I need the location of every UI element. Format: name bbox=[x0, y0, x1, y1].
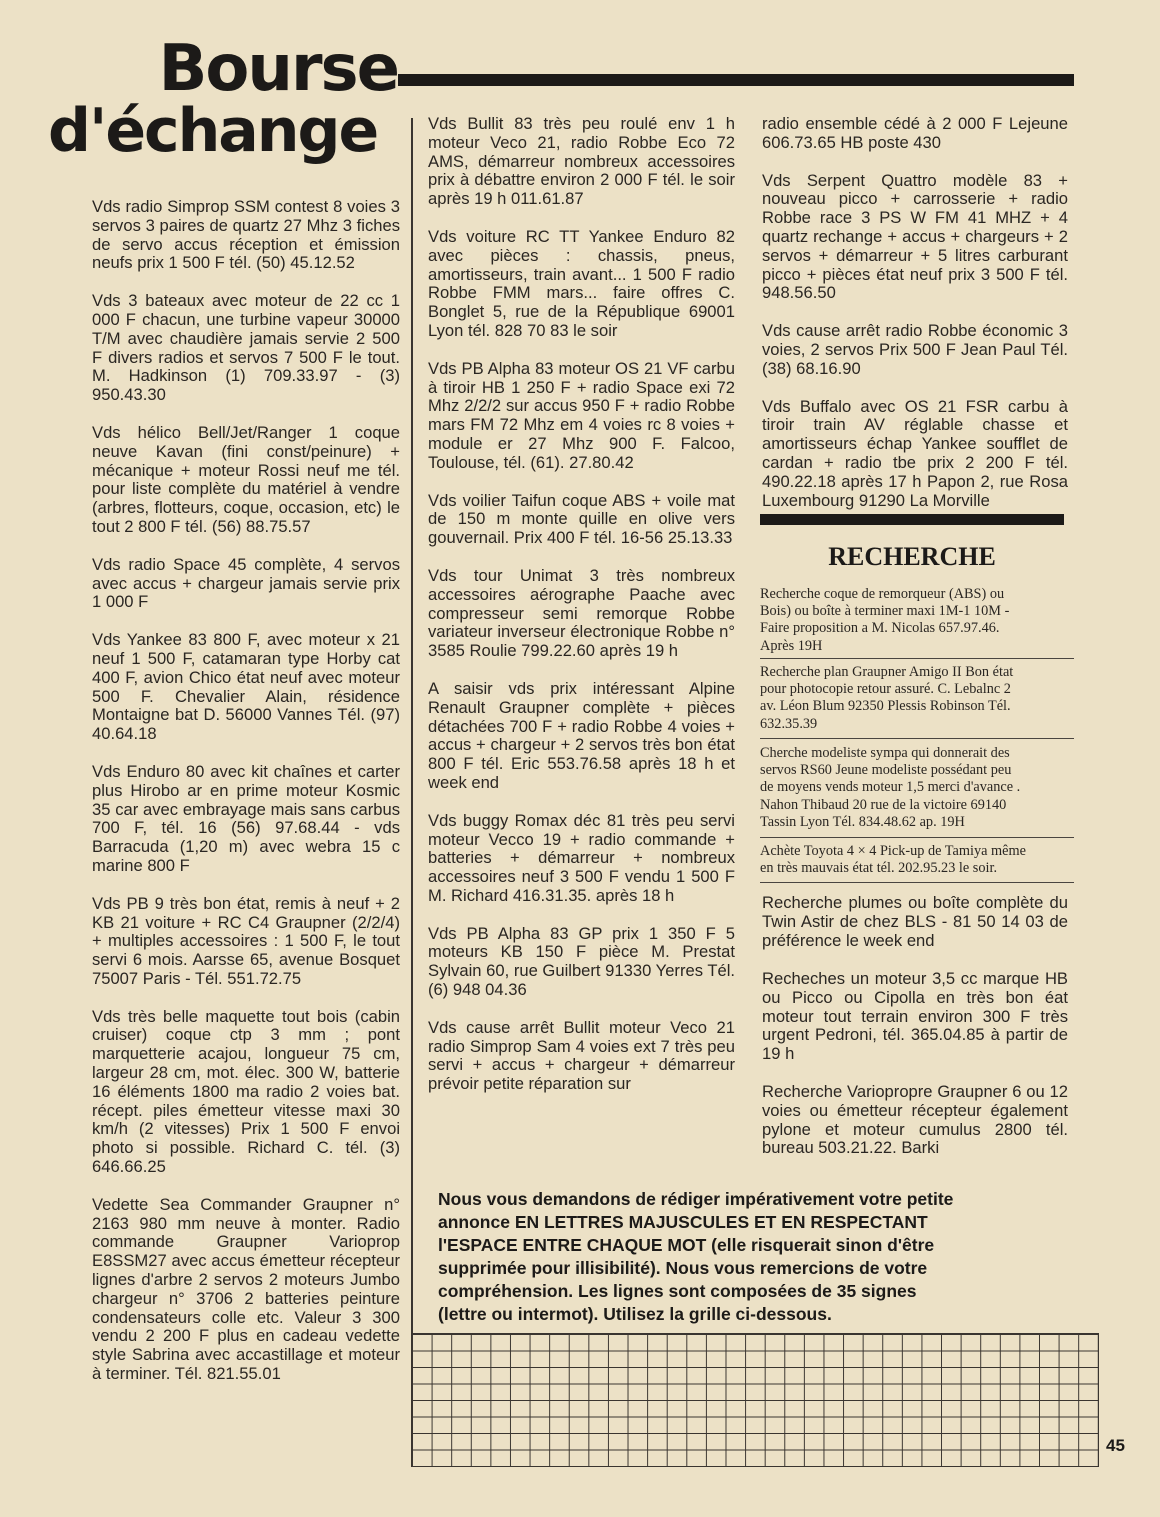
section-bar bbox=[760, 514, 1064, 525]
classified-ad: A saisir vds prix intéressant Alpine Renault Graupner complète + pièces détachées 700 F + radio Robbe 4 voies + accus + chargeur + 2 servos très bon état 800 F tél. Eric 553.76.58 après 18 h et week end bbox=[428, 678, 735, 792]
page-title bbox=[48, 32, 398, 166]
ad-divider bbox=[760, 837, 1074, 838]
ad-divider bbox=[760, 658, 1074, 659]
classified-ad: Vds Enduro 80 avec kit chaînes et carter plus Hirobo ar en prime moteur Kosmic 35 car avec embrayage mais sans carbus 700 F, tél. 16 (56) 97.68.44 - vds Barracuda (1,20 m) avec webra 15 c marine 800 F bbox=[92, 761, 400, 875]
classified-ad: Vds Buffalo avec OS 21 FSR carbu à tiroir train AV réglable chasse et amortisseurs échap Yankee soufflet de cardan + radio tbe prix 2 200 F tél. 490.22.18 après 17 h Papon 2, rue Rosa Luxembourg 91290 La Morville bbox=[762, 396, 1068, 510]
ads-column-3 bbox=[762, 115, 1068, 529]
page-number: 45 bbox=[1106, 1436, 1125, 1455]
classified-ad: Vds buggy Romax déc 81 très peu servi moteur Vecco 19 + radio commande + batteries + démarreur + nombreux accessoires neuf 3 500 F vendu 1 500 F M. Richard 416.31.35. après 18 h bbox=[428, 810, 735, 905]
classified-ad: Vds Serpent Quattro modèle 83 + nouveau picco + carrosserie + radio Robbe race 3 PS W FM 41 MHZ + 4 quartz rechange + accus + chargeurs + 2 servos + démarreur + 5 litres carburant picco + pièces état neuf prix 3 500 F tél. 948.56.50 bbox=[762, 170, 1068, 303]
wanted-ad: Recherche Varioproprе Graupner 6 ou 12 voies ou émetteur récepteur également pylone et moteur cumulus 2800 tél. bureau 503.21.22. Barki bbox=[762, 1082, 1068, 1158]
wanted-ad: Cherche modeliste sympa qui donnerait des servos RS60 Jeune modeliste possédant peu de moyens vends moteur 1,5 merci d'avance . Nahon Thibaud 20 rue de la victoire 69140 Tassin Lyon Tél. 834.48.62 ap. 19H bbox=[760, 745, 1021, 830]
classified-ad: Vds tour Unimat 3 très nombreux accessoires aérographe Paache avec compresseur semi remorque Robbe variateur inverseur électronique Robbe n° 3585 Roulie 799.22.60 après 19 h bbox=[428, 565, 735, 661]
ads-column-2 bbox=[428, 115, 735, 1113]
classified-ad: Vedette Sea Commander Graupner n° 2163 980 mm neuve à monter. Radio commande Graupner Varioprop E8SSM27 avec accus émetteur récepteur lignes d'arbre 2 servos 2 moteurs Jumbo chargeur n° 3706 2 batteries peinture condensateurs colle etc. Valeur 3 300 vendu 2 200 F plus en cadeau vedette style Sabrina avec accastillage et moteur à terminer. Tél. 821.55.01 bbox=[92, 1194, 400, 1384]
wanted-ad: Recherche plan Graupner Amigo II Bon état pour photocopie retour assuré. C. Lebalnc 2 av. Léon Blum 92350 Plessis Robinson Tél. 632.35.39 bbox=[760, 664, 1014, 732]
wanted-ad: Achète Toyota 4 × 4 Pick-up de Tamiya même en très mauvais état tél. 202.95.23 le soir. bbox=[760, 843, 1026, 877]
classified-ad: Vds très belle maquette tout bois (cabin cruiser) coque ctp 3 mm ; pont marquetterie acajou, longueur 75 cm, largeur 28 cm, mot. élec. 300 W, batterie 16 éléments 1800 ma radio 2 voies bat. récept. piles émetteur vitesse maxi 30 km/h (2 vitesses) Prix 1 500 F envoi photo si possible. Richard C. tél. (3) 646.66.25 bbox=[92, 1006, 400, 1177]
column-divider bbox=[411, 118, 413, 1458]
classified-ad: Vds radio Simprop SSM contest 8 voies 3 servos 3 paires de quartz 27 Mhz 3 fiches de servo accus réception et émission neufs prix 1 500 F tél. (50) 45.12.52 bbox=[92, 197, 400, 273]
classified-ad: Vds radio Space 45 complète, 4 servos avec accus + chargeur jamais servie prix 1 000 F bbox=[92, 554, 400, 612]
recherche-heading: RECHERCHE bbox=[828, 542, 996, 571]
wanted-ad: Recherche plumes ou boîte complète du Twin Astir de chez BLS - 81 50 14 03 de préférence le week end bbox=[762, 893, 1068, 950]
classified-ad: Vds PB 9 très bon état, remis à neuf + 2 KB 21 voiture + RC C4 Graupner (2/2/4) + multiples accessoires : 1 500 F, le tout servi 6 mois. Aarsse 65, avenue Bosquet 75007 Paris - Tél. 551.72.75 bbox=[92, 893, 400, 988]
classified-ad: Vds hélico Bell/Jet/Ranger 1 coque neuve Kavan (fini const/peinure) + mécanique + moteur Rossi neuf me tél. pour liste complète du matériel à vendre (arbres, flotteurs, coque, occasion, etc) le tout 2 800 F tél. (56) 88.75.57 bbox=[92, 422, 400, 536]
wanted-ad: Recheches un moteur 3,5 cc marque HB ou Picco ou Cipolla en très bon éat moteur tout terrain environ 300 F très urgent Pedroni, tél. 365.04.85 à partir de 19 h bbox=[762, 969, 1068, 1064]
classified-ad: Vds PB Alpha 83 GP prix 1 350 F 5 moteurs KB 150 F pièce M. Prestat Sylvain 60, rue Guilbert 91330 Yerres Tél. (6) 948 04.36 bbox=[428, 923, 735, 1000]
classified-ad: Vds voiture RC TT Yankee Enduro 82 avec pièces : chassis, pneus, amortisseurs, train avant... 1 500 F radio Robbe FMM mars... faire offres C. Bonglet 5, rue de la République 69001 Lyon tél. 828 70 83 le soir bbox=[428, 226, 735, 340]
classified-ad: radio ensemble cédé à 2 000 F Lejeune 606.73.65 HB poste 430 bbox=[762, 114, 1068, 152]
header-rule bbox=[398, 74, 1074, 86]
ad-divider bbox=[760, 738, 1074, 739]
classified-ad: Vds cause arrêt radio Robbe économic 3 voies, 2 servos Prix 500 F Jean Paul Tél. (38) 68.16.90 bbox=[762, 321, 1068, 378]
title-line-2: d'échange bbox=[48, 96, 378, 166]
submission-notice: Nous vous demandons de rédiger impérativement votre petite annonce EN LETTRES MAJUSCULES ET EN RESPECTANT l'ESPACE ENTRE CHAQUE MOT (elle risquerait sinon d'être supprimée pour illisibilité). Nous vous remercions de votre compréhension. Les lignes sont composées de 35 signes (lettre ou intermot). Utilisez la grille ci-dessous. bbox=[438, 1189, 954, 1324]
classified-ad: Vds 3 bateaux avec moteur de 22 cc 1 000 F chacun, une turbine vapeur 30000 T/M avec chaudière jamais servie 2 500 F divers radios et servos 7 500 F le tout. M. Hadkinson (1) 709.33.97 - (3) 950.43.30 bbox=[92, 291, 400, 405]
ad-entry-grid bbox=[411, 1333, 1099, 1467]
ad-divider bbox=[760, 882, 1074, 883]
classified-ad: Vds Bullit 83 très peu roulé env 1 h moteur Veco 21, radio Robbe Eco 72 AMS, démarreur nombreux accessoires prix à débattre environ 2 000 F tél. le soir après 19 h 011.61.87 bbox=[428, 114, 735, 209]
classified-ad: Vds voilier Taifun coque ABS + voile mat de 150 m monte quille en olive vers gouvernail. Prix 400 F tél. 16-56 25.13.33 bbox=[428, 490, 735, 548]
classified-ad: Vds Yankee 83 800 F, avec moteur x 21 neuf 1 500 F, catamaran type Horby cat 400 F, avion Chico état neuf avec moteur 500 F. Chevalier Alain, résidence Montaigne bat D. 56000 Vannes Tél. (97) 40.64.18 bbox=[92, 630, 400, 744]
wanted-ad: Recherche coque de remorqueur (ABS) ou Bois) ou boîte à terminer maxi 1M-1 10M - Faire proposition a M. Nicolas 657.97.46. Après 19H bbox=[760, 586, 1010, 654]
title-line-1: Bourse bbox=[158, 32, 398, 106]
ads-column-1 bbox=[92, 198, 400, 1403]
classified-ad: Vds PB Alpha 83 moteur OS 21 VF carbu à tiroir HB 1 250 F + radio Space exi 72 Mhz 2/2/2 sur accus 950 F + radio Robbe mars FM 72 Mhz em 4 voies rc 8 voies + module er 27 Mhz 900 F. Falcoo, Toulouse, tél. (61). 27.80.42 bbox=[428, 358, 735, 472]
classified-ad: Vds cause arrêt Bullit moteur Veco 21 radio Simprop Sam 4 voies ext 7 très peu servi + accus + chargeur + démarreur prévoir petite réparation sur bbox=[428, 1017, 735, 1094]
